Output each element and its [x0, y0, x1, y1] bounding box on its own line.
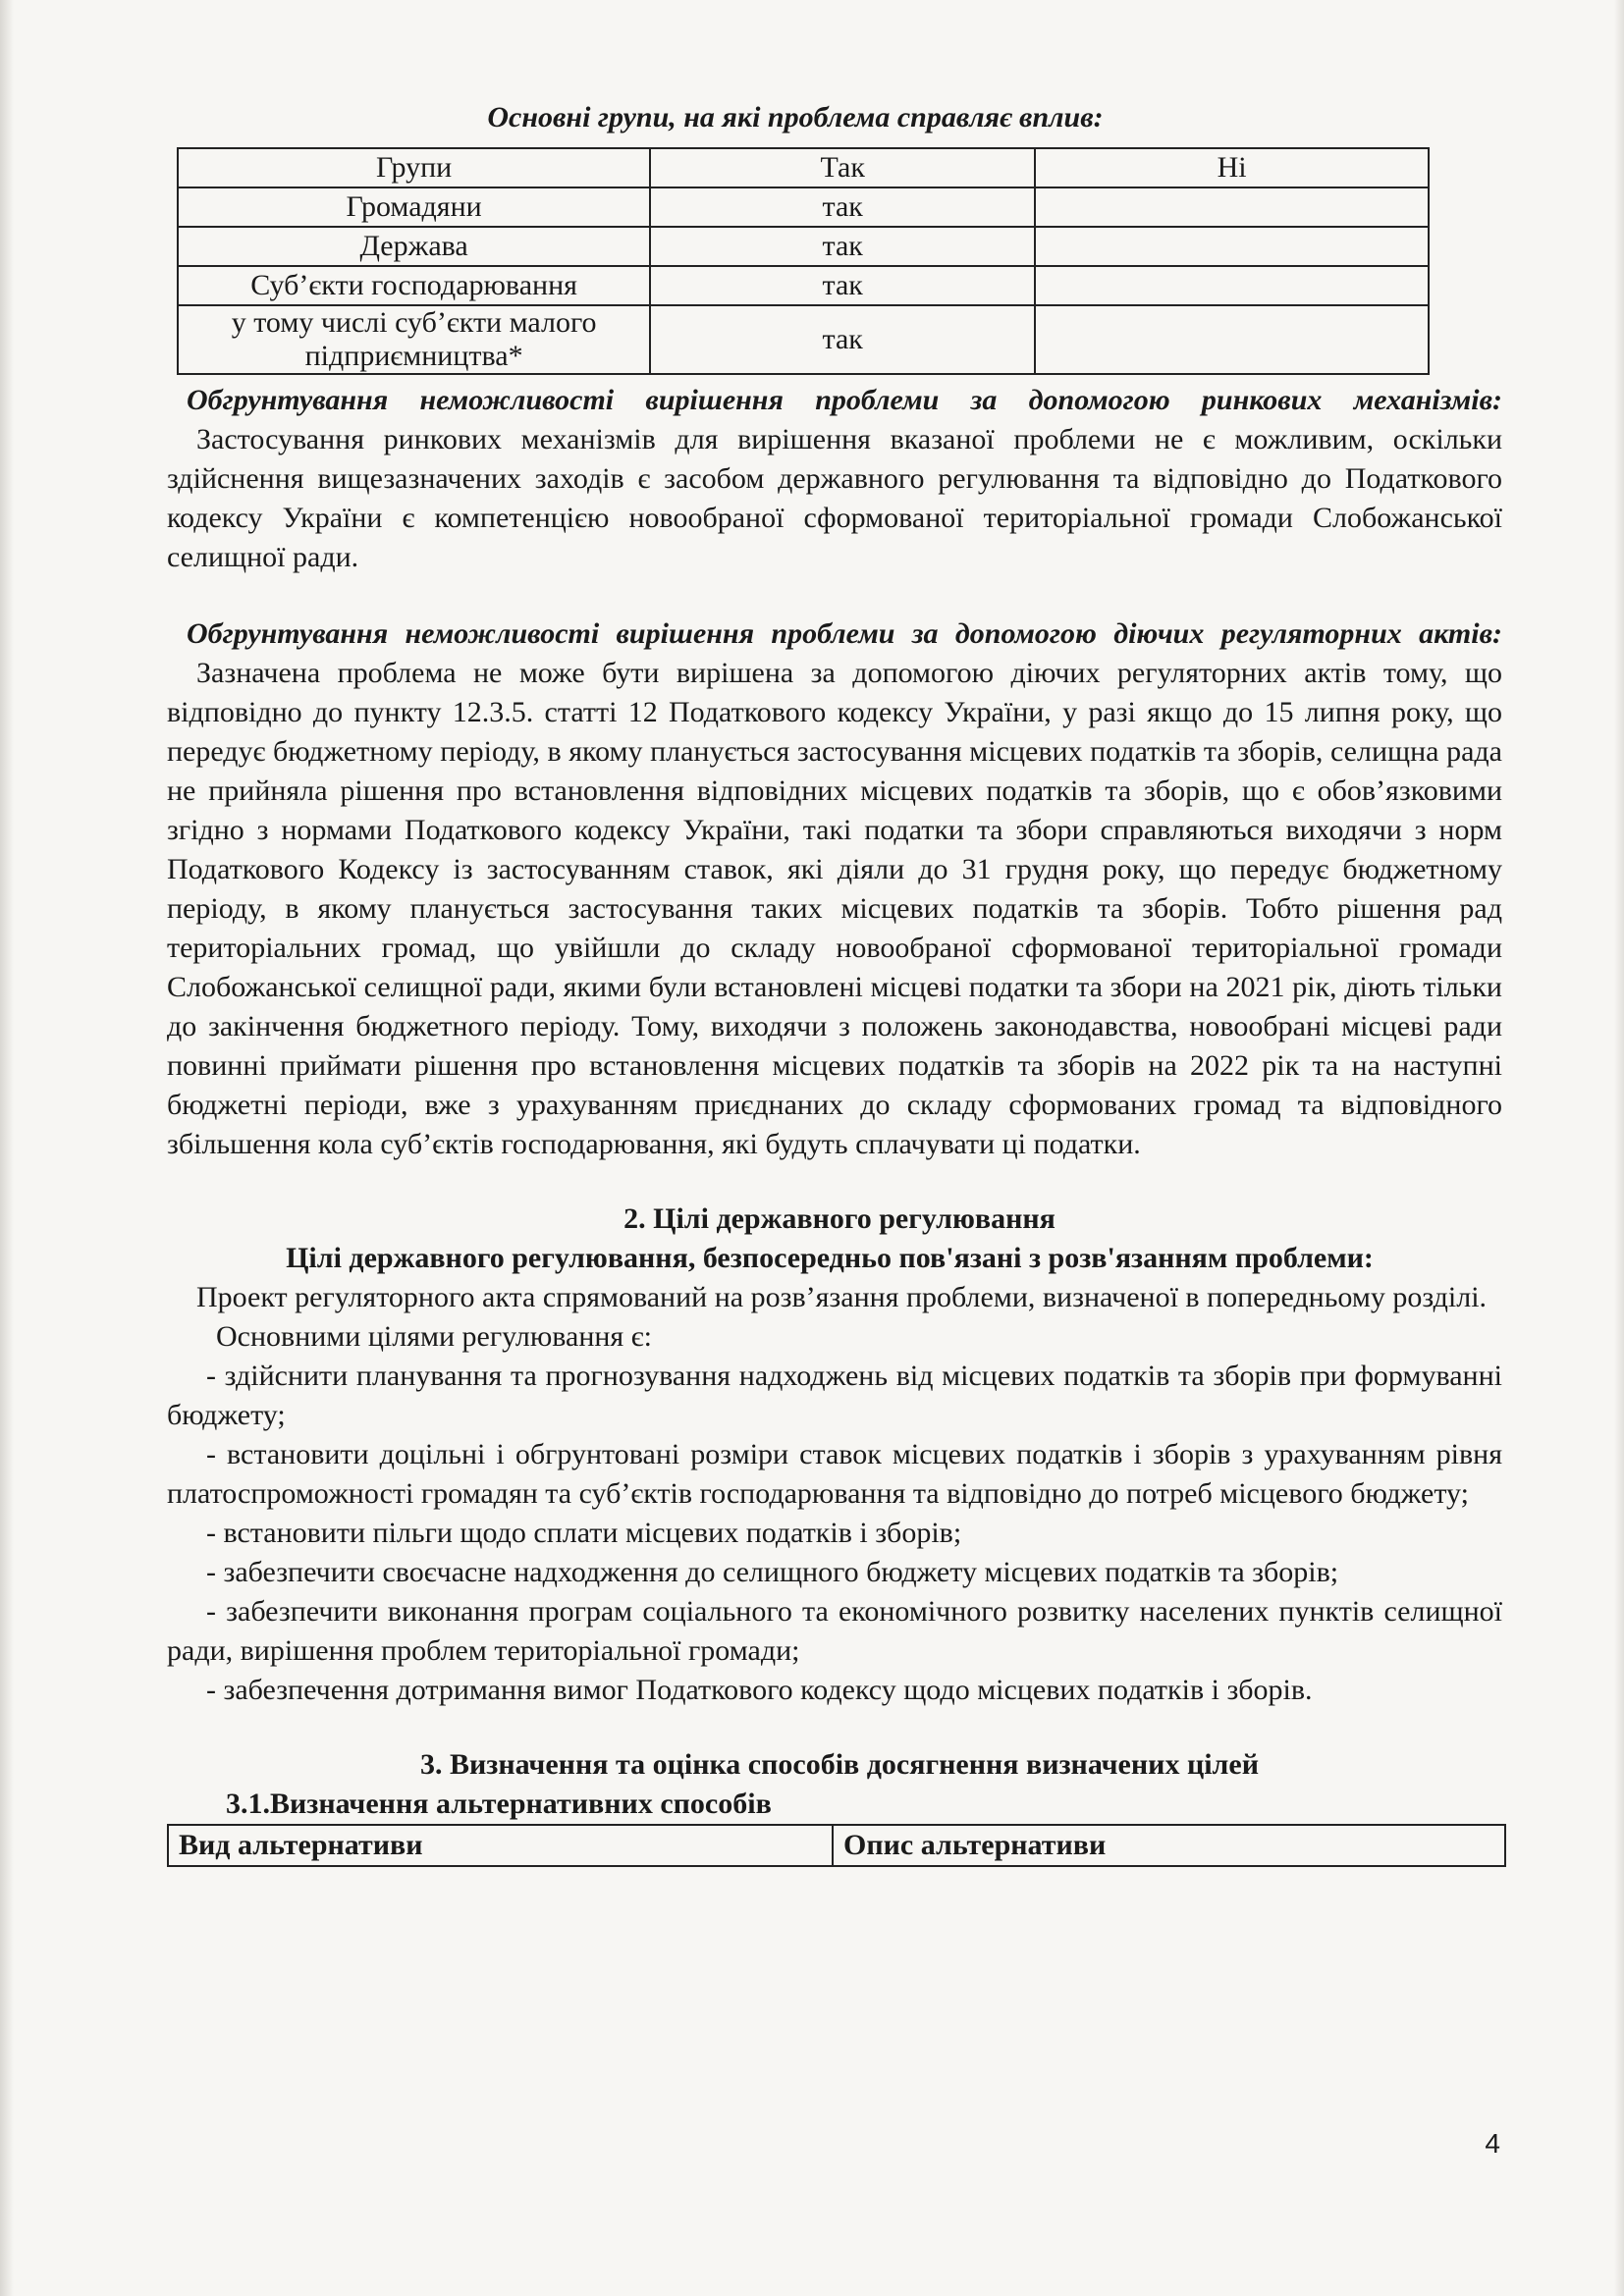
table-cell [1035, 305, 1429, 374]
table-cell [1035, 187, 1429, 227]
table-cell: так [650, 305, 1035, 374]
alternatives-table [167, 1824, 1506, 1867]
table-header-cell: Опис альтернативи [833, 1825, 1505, 1866]
table-row [178, 266, 1429, 305]
groups-title: Основні групи, на які проблема справляє вплив: [487, 101, 1104, 133]
goals-lead: Основними цілями регулювання є: [216, 1320, 652, 1353]
table-row [178, 305, 1429, 374]
table-header-cell: Ні [1035, 148, 1429, 187]
table-cell: Держава [178, 227, 650, 266]
table-cell [1035, 227, 1429, 266]
table-header-row [178, 148, 1429, 187]
section3-subtitle: 3.1.Визначення альтернативних способів [226, 1788, 772, 1820]
table-cell [1035, 266, 1429, 305]
table-cell: Суб’єкти господарювання [178, 266, 650, 305]
table-header-cell: Вид альтернативи [168, 1825, 833, 1866]
acts-text: Зазначена проблема не може бути вирішена за допомогою діючих регуляторних актів тому, що відповідно до пункту 12.3.5. статті 12 Податкового кодексу України, у разі якщо до 15 липня року, що передує бюджетному періоду, в якому планується застосування місцевих податків та зборів, селищна рада не прийняла рішення про встановлення відповідних місцевих податків та зборів, що є обов’язковими згідно з нормами Податкового кодексу України, такі податки та збори справляються виходячи з норм Податкового Кодексу із застосуванням ставок, які діяли до 31 грудня року, що передує бюджетному періоду, в якому планується застосування таких місцевих податків та зборів. Тобто рішення рад територіальних громад, що увійшли до складу новообраної сформованої територіальної громади Слобожанської селищної ради, якими були встановлені місцеві податки та збори на 2021 рік, діють тільки до закінчення бюджетного періоду. Тому, виходячи з положень законодавства, новообрані місцеві ради повинні приймати рішення про встановлення місцевих податків та зборів на 2022 рік та на наступні бюджетні періоди, вже з урахуванням приєднаних до складу сформованих громад та відповідного збільшення кола суб’єктів господарювання, які будуть сплачувати ці податки. [167, 657, 1502, 1160]
page-edge-shadow-right [1614, 0, 1624, 2296]
market-heading: Обгрунтування неможливості вирішення проблеми за допомогою ринкових механізмів: [187, 384, 1502, 416]
goal-item: - встановити пільги щодо сплати місцевих податків і зборів; [206, 1517, 962, 1549]
table-cell: Громадяни [178, 187, 650, 227]
table-row [178, 187, 1429, 227]
table-header-cell: Так [650, 148, 1035, 187]
table-cell: так [650, 266, 1035, 305]
section2-intro: Проект регуляторного акта спрямований на розв’язання проблеми, визначеної в попередньому розділі. [196, 1281, 1488, 1313]
table-cell: так [650, 187, 1035, 227]
table-header-cell: Групи [178, 148, 650, 187]
acts-heading: Обгрунтування неможливості вирішення проблеми за допомогою діючих регуляторних актів: [187, 617, 1502, 650]
goal-item: - встановити доцільні і обгрунтовані розміри ставок місцевих податків і зборів з урахуванням рівня платоспроможності громадян та суб’єктів господарювання та відповідно до потреб місцевого бюджету; [167, 1438, 1502, 1510]
table-header-row [168, 1825, 1505, 1866]
goal-item: - здійснити планування та прогнозування надходжень від місцевих податків та зборів при формуванні бюджету; [167, 1360, 1502, 1431]
section3-title: 3. Визначення та оцінка способів досягнення визначених цілей [420, 1748, 1259, 1781]
market-text: Застосування ринкових механізмів для вирішення вказаної проблеми не є можливим, оскільки здійснення вищезазначених заходів є засобом державного регулювання та відповідно до Податкового кодексу України є компетенцією новообраної сформованої територіальної громади Слобожанської селищної ради. [167, 423, 1502, 573]
table-cell: у тому числі суб’єкти малого підприємництва* [178, 305, 650, 374]
page-number: 4 [1485, 2128, 1500, 2159]
page-content [167, 98, 1502, 1867]
table-cell: так [650, 227, 1035, 266]
groups-table [177, 147, 1430, 375]
goal-item: - забезпечити своєчасне надходження до селищного бюджету місцевих податків та зборів; [206, 1556, 1339, 1588]
goal-item: - забезпечити виконання програм соціального та економічного розвитку населених пунктів селищної ради, вирішення проблем територіальної громади; [167, 1595, 1502, 1667]
table-row [178, 227, 1429, 266]
section2-subtitle: Цілі державного регулювання, безпосередньо пов'язані з розв'язанням проблеми: [286, 1242, 1374, 1274]
page-edge-shadow [0, 0, 14, 2296]
section2-title: 2. Цілі державного регулювання [623, 1202, 1056, 1235]
goal-item: - забезпечення дотримання вимог Податкового кодексу щодо місцевих податків і зборів. [206, 1674, 1313, 1706]
